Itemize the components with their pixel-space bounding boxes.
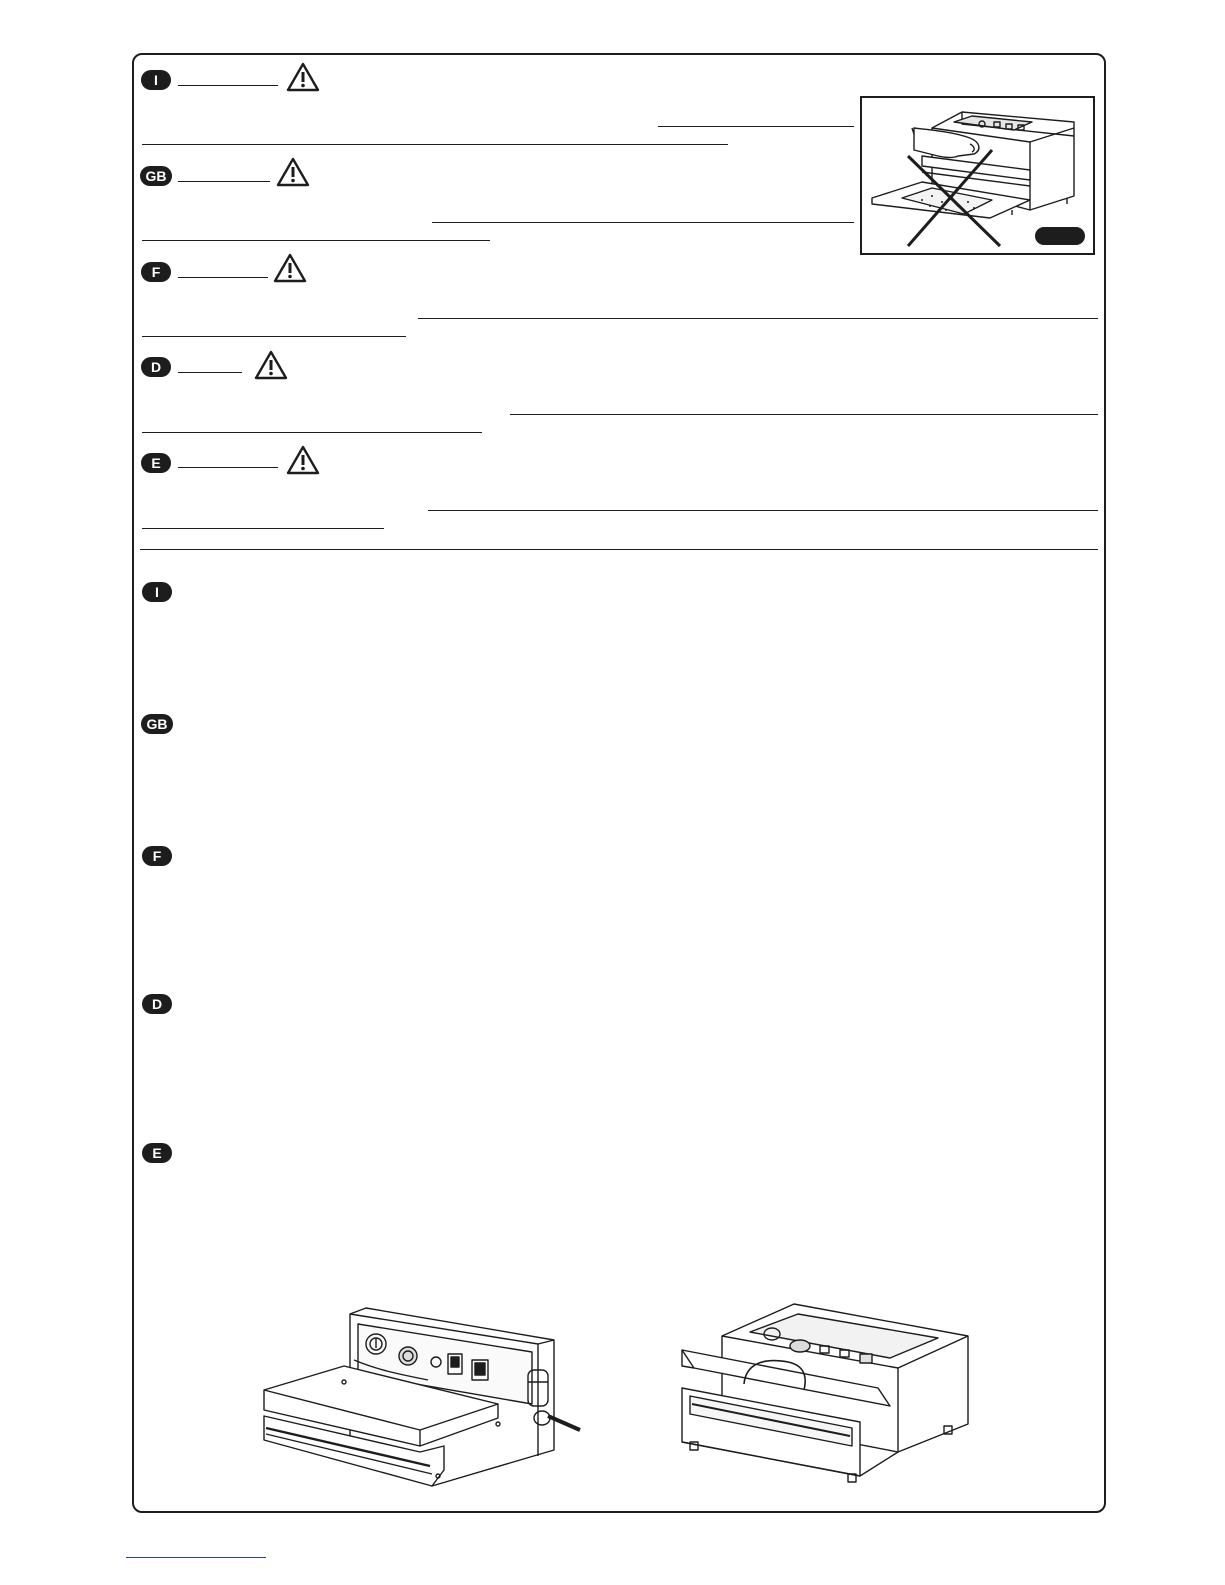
- underline-emphasis: [510, 414, 1098, 415]
- warning-title-line: [178, 372, 242, 373]
- lang-badge-i: [141, 70, 171, 90]
- underline-emphasis: [658, 126, 854, 127]
- underline-emphasis: [142, 144, 728, 145]
- lang-badge-label: D: [151, 996, 163, 1012]
- underline-emphasis: [432, 222, 854, 223]
- lang-badge-label: F: [151, 264, 161, 280]
- warning-triangle-icon: [273, 253, 307, 283]
- warning-figure: [860, 96, 1095, 255]
- underline-emphasis: [142, 528, 384, 529]
- vacuum-sealer-left-illustration: [258, 1300, 588, 1500]
- lang-badge-label: E: [152, 1145, 162, 1161]
- lang-badge-gb: [141, 714, 173, 734]
- underline-emphasis: [418, 318, 1098, 319]
- lang-badge-f: [142, 846, 172, 866]
- lang-badge-d: [142, 994, 172, 1014]
- underline-emphasis: [428, 510, 1098, 511]
- warning-triangle-icon: [286, 445, 320, 475]
- warning-triangle-icon: [276, 157, 310, 187]
- lang-badge-label: F: [152, 848, 162, 864]
- lang-badge-label: I: [154, 72, 158, 88]
- warning-title-line: [178, 181, 270, 182]
- warning-title-line: [178, 85, 278, 86]
- lang-badge-d: [141, 357, 171, 377]
- lang-badge-label: E: [151, 455, 161, 471]
- section-separator: [140, 549, 1098, 550]
- lang-badge-label: I: [155, 584, 159, 600]
- warning-triangle-icon: [254, 350, 288, 380]
- lang-badge-label: GB: [145, 168, 167, 184]
- lang-badge-label: D: [150, 359, 162, 375]
- figure-number-tag: [1035, 227, 1085, 245]
- underline-emphasis: [142, 336, 406, 337]
- warning-triangle-icon: [286, 62, 320, 92]
- warning-title-line: [178, 277, 268, 278]
- lang-badge-f: [141, 262, 171, 282]
- vacuum-sealer-right-illustration: [676, 1296, 976, 1506]
- lang-badge-gb: [140, 166, 172, 186]
- warning-title-line: [178, 467, 278, 468]
- footer-link-underline[interactable]: [126, 1557, 266, 1558]
- underline-emphasis: [142, 240, 490, 241]
- lang-badge-e: [141, 453, 171, 473]
- lang-badge-e: [142, 1143, 172, 1163]
- underline-emphasis: [142, 432, 482, 433]
- lang-badge-i: [142, 582, 172, 602]
- lang-badge-label: GB: [146, 716, 168, 732]
